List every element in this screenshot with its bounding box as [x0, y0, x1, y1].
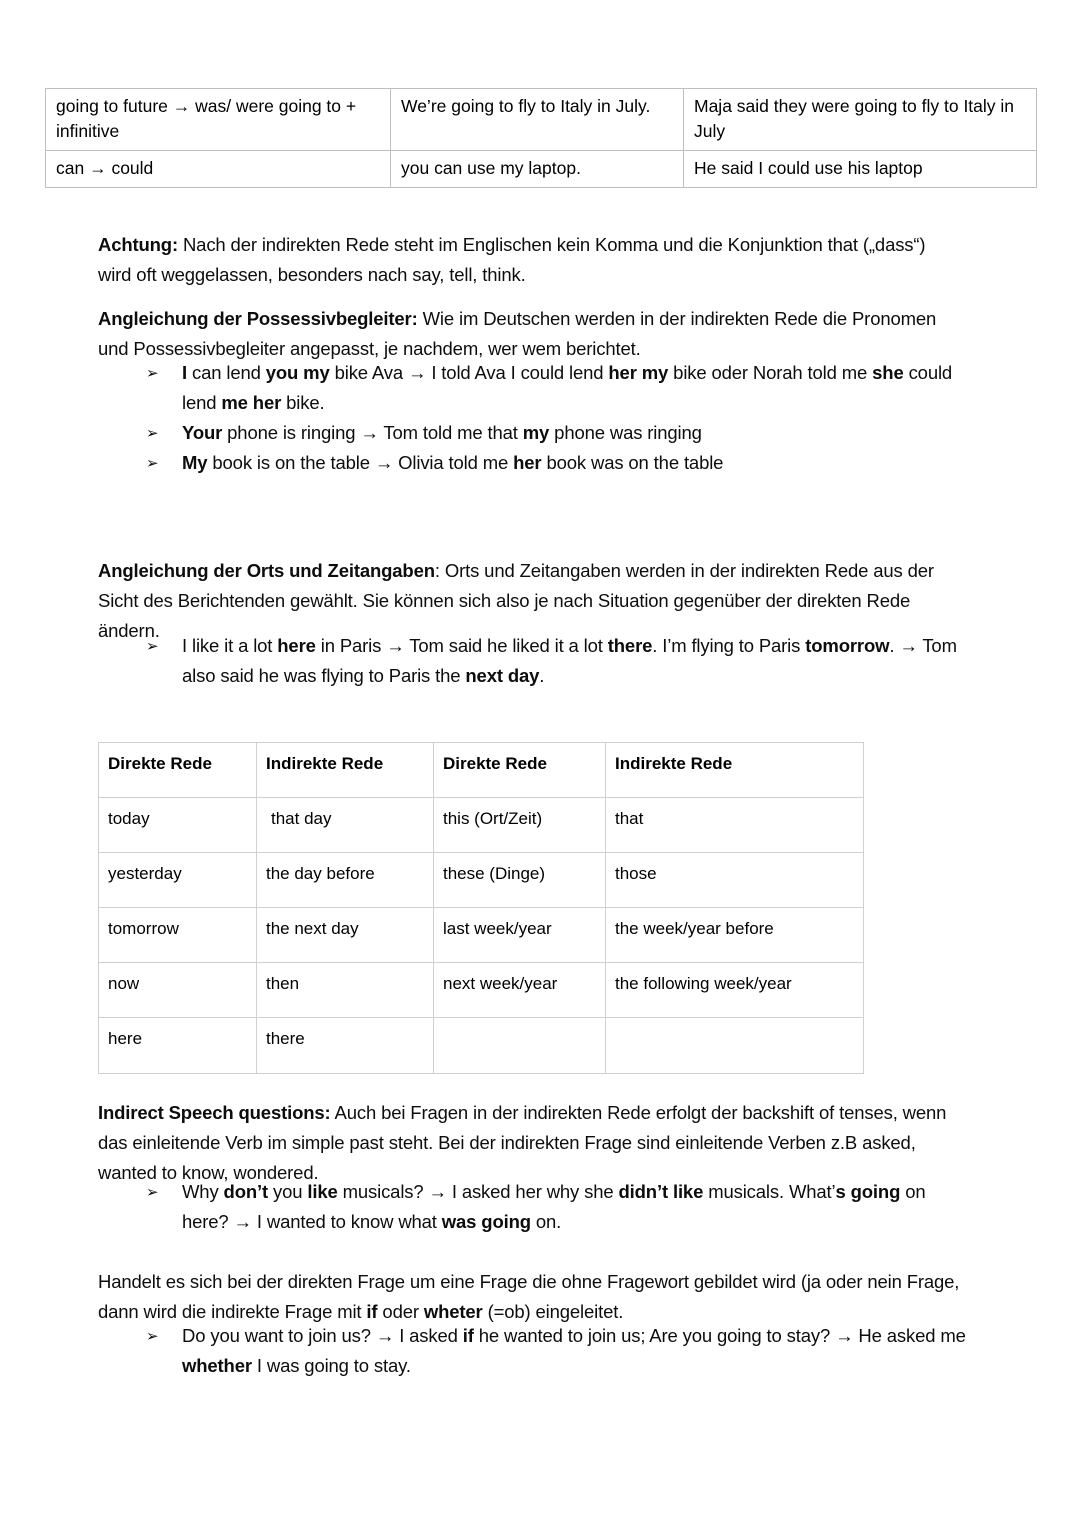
- cell-indirekte-2: those: [606, 853, 864, 908]
- paragraph-indirect-speech-questions-label: Indirect Speech questions:: [98, 1101, 331, 1123]
- cell-direct-speech: you can use my laptop.: [391, 150, 684, 187]
- handelt-bold-wheter: wheter: [423, 1300, 483, 1322]
- cell-indirect-speech: He said I could use his laptop: [684, 150, 1037, 187]
- cell-indirekte-1: there: [257, 1018, 434, 1073]
- column-header-direkte-rede-1: Direkte Rede: [99, 743, 257, 798]
- cell-indirekte-2: [606, 1018, 864, 1073]
- list-item: [146, 1321, 966, 1381]
- cell-direkte-1: here: [99, 1018, 257, 1073]
- handelt-text-3: (=ob) eingeleitet.: [482, 1300, 624, 1322]
- bullet-arrow-icon: ➢: [146, 424, 159, 442]
- list-item-text: My book is on the table → Olivia told me her book was on the table: [182, 452, 724, 473]
- table-row: [99, 908, 864, 963]
- table-row: [46, 150, 1037, 187]
- cell-indirekte-2: the following week/year: [606, 963, 864, 1018]
- handelt-bold-if: if: [366, 1300, 378, 1322]
- list-item-text: Your phone is ringing → Tom told me that my phone was ringing: [182, 422, 702, 443]
- table-row: [99, 963, 864, 1018]
- cell-direkte-2: [434, 1018, 606, 1073]
- list-item-text: I can lend you my bike Ava → I told Ava I could lend her my bike oder Norah told me she could lend me her bike.: [182, 362, 953, 413]
- bullet-arrow-icon: ➢: [146, 454, 159, 472]
- handelt-text-1: Handelt es sich bei der direkten Frage um eine Frage die ohne Fragewort gebildet wird (ja oder nein Frage, dann wird die indirekte Frage mit: [98, 1270, 960, 1322]
- column-header-direkte-rede-2: Direkte Rede: [434, 743, 606, 798]
- handelt-text-2: oder: [377, 1300, 424, 1322]
- cell-rule: going to future → was/ were going to + infinitive: [46, 89, 391, 151]
- paragraph-achtung-text: Nach der indirekten Rede steht im Englischen kein Komma und die Konjunktion that („dass“) wird oft weggelassen, besonders nach say, tell, think.: [98, 233, 926, 285]
- paragraph-possessivbegleiter-text: Wie im Deutschen werden in der indirekten Rede die Pronomen und Possessivbegleiter angepasst, je nachdem, wer wem berichtet.: [98, 307, 937, 359]
- cell-direkte-2: next week/year: [434, 963, 606, 1018]
- bullet-arrow-icon: ➢: [146, 637, 159, 655]
- bullet-arrow-icon: ➢: [146, 364, 159, 382]
- cell-direkte-1: yesterday: [99, 853, 257, 908]
- cell-direkte-2: last week/year: [434, 908, 606, 963]
- bullet-arrow-icon: ➢: [146, 1327, 159, 1345]
- paragraph-possessivbegleiter: [98, 304, 943, 364]
- time-expressions-table-head: [99, 743, 864, 798]
- cell-indirekte-1: the next day: [257, 908, 434, 963]
- table-row: [46, 89, 1037, 151]
- bullet-list-yes-no-questions: [146, 1321, 966, 1381]
- cell-direkte-2: these (Dinge): [434, 853, 606, 908]
- list-item-text: Do you want to join us? → I asked if he wanted to join us; Are you going to stay? → He asked me whether I was going to stay.: [182, 1325, 966, 1376]
- verb-shift-table-body: [46, 89, 1037, 188]
- list-item-text: I like it a lot here in Paris → Tom said he liked it a lot there. I’m flying to Paris tomorrow. → Tom also said he was flying to Paris the next day.: [182, 635, 957, 686]
- column-header-indirekte-rede-2: Indirekte Rede: [606, 743, 864, 798]
- list-item: [146, 358, 976, 418]
- cell-indirekte-1: then: [257, 963, 434, 1018]
- cell-indirekte-1: the day before: [257, 853, 434, 908]
- list-item: [146, 418, 976, 448]
- cell-indirekte-2: that: [606, 798, 864, 853]
- table-row: [99, 853, 864, 908]
- cell-indirekte-2: the week/year before: [606, 908, 864, 963]
- time-expressions-table: [98, 742, 864, 1074]
- bullet-list-questions: [146, 1177, 966, 1237]
- paragraph-possessivbegleiter-label: Angleichung der Possessivbegleiter:: [98, 307, 418, 329]
- table-row: [99, 798, 864, 853]
- paragraph-achtung: [98, 230, 958, 290]
- cell-direkte-1: tomorrow: [99, 908, 257, 963]
- paragraph-indirect-speech-questions-text: Auch bei Fragen in der indirekten Rede erfolgt der backshift of tenses, wenn das einleitende Verb im simple past steht. Bei der indirekten Frage sind einleitende Verben z.B asked, wanted to know, wondered.: [98, 1101, 947, 1183]
- list-item: [146, 1177, 966, 1237]
- cell-indirekte-1: that day: [257, 798, 434, 853]
- bullet-list-orts-zeitangaben: [146, 631, 974, 691]
- verb-shift-table: [45, 88, 1037, 188]
- paragraph-indirect-speech-questions: [98, 1098, 976, 1188]
- table-row: [99, 1018, 864, 1073]
- cell-direkte-1: now: [99, 963, 257, 1018]
- time-expressions-table-body: [99, 798, 864, 1073]
- cell-direct-speech: We’re going to fly to Italy in July.: [391, 89, 684, 151]
- paragraph-orts-zeitangaben-text: : Orts und Zeitangaben werden in der indirekten Rede aus der Sicht des Berichtenden gewählt. Sie können sich also je nach Situation gegenüber der direkten Rede ändern.: [98, 559, 934, 641]
- bullet-arrow-icon: ➢: [146, 1183, 159, 1201]
- cell-direkte-1: today: [99, 798, 257, 853]
- paragraph-achtung-label: Achtung:: [98, 233, 178, 255]
- bullet-list-possessivbegleiter: [146, 358, 976, 478]
- cell-indirect-speech: Maja said they were going to fly to Italy in July: [684, 89, 1037, 151]
- column-header-indirekte-rede-1: Indirekte Rede: [257, 743, 434, 798]
- table-header-row: [99, 743, 864, 798]
- paragraph-orts-zeitangaben-label: Angleichung der Orts und Zeitangaben: [98, 559, 435, 581]
- list-item: [146, 631, 974, 691]
- paragraph-handelt-es-sich: [98, 1267, 978, 1327]
- list-item-text: Why don’t you like musicals? → I asked her why she didn’t like musicals. What’s going on here? → I wanted to know what was going on.: [182, 1181, 926, 1232]
- cell-rule: can → could: [46, 150, 391, 187]
- list-item: [146, 448, 976, 478]
- cell-direkte-2: this (Ort/Zeit): [434, 798, 606, 853]
